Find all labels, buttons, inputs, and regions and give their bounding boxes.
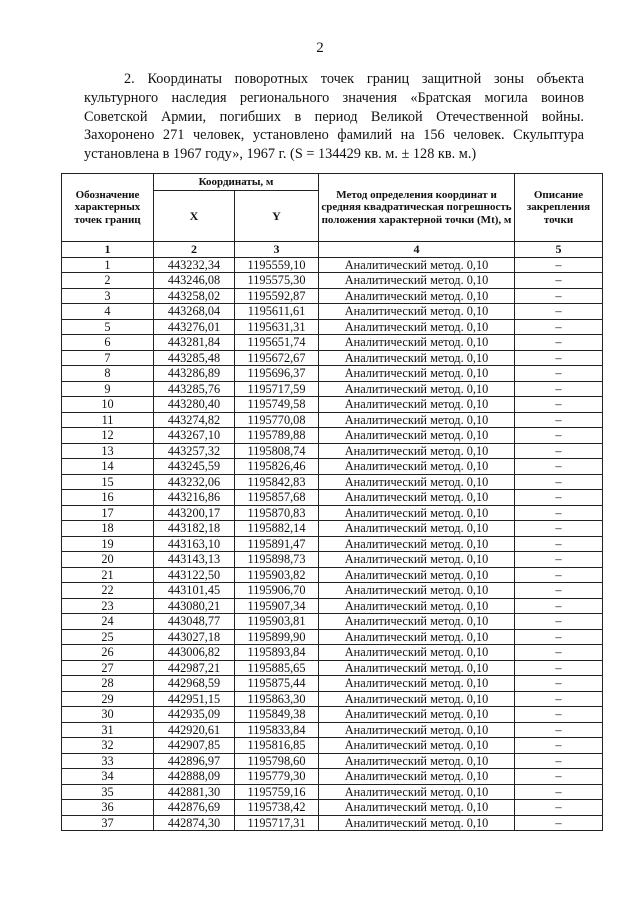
table-row — [62, 691, 603, 707]
cell-description: – — [515, 800, 603, 816]
cell-method: Аналитический метод. 0,10 — [319, 381, 515, 397]
cell-x: 443267,10 — [154, 428, 235, 444]
cell-description: – — [515, 614, 603, 630]
column-numbers-row — [62, 242, 603, 258]
cell-description: – — [515, 350, 603, 366]
table-row — [62, 459, 603, 475]
cell-point-number: 18 — [62, 521, 154, 537]
cell-method: Аналитический метод. 0,10 — [319, 707, 515, 723]
cell-y: 1195696,37 — [235, 366, 319, 382]
cell-description: – — [515, 366, 603, 382]
cell-description: – — [515, 381, 603, 397]
cell-x: 443163,10 — [154, 536, 235, 552]
cell-point-number: 7 — [62, 350, 154, 366]
cell-description: – — [515, 552, 603, 568]
cell-point-number: 25 — [62, 629, 154, 645]
column-number: 1 — [62, 242, 154, 258]
table-row — [62, 567, 603, 583]
cell-method: Аналитический метод. 0,10 — [319, 288, 515, 304]
cell-x: 443258,02 — [154, 288, 235, 304]
cell-x: 443257,32 — [154, 443, 235, 459]
cell-description: – — [515, 273, 603, 289]
cell-method: Аналитический метод. 0,10 — [319, 505, 515, 521]
cell-point-number: 19 — [62, 536, 154, 552]
table-row — [62, 412, 603, 428]
column-number: 3 — [235, 242, 319, 258]
cell-description: – — [515, 660, 603, 676]
cell-point-number: 5 — [62, 319, 154, 335]
table-row — [62, 676, 603, 692]
cell-y: 1195849,38 — [235, 707, 319, 723]
cell-method: Аналитический метод. 0,10 — [319, 366, 515, 382]
cell-point-number: 26 — [62, 645, 154, 661]
cell-method: Аналитический метод. 0,10 — [319, 257, 515, 273]
table-row — [62, 474, 603, 490]
cell-point-number: 6 — [62, 335, 154, 351]
cell-method: Аналитический метод. 0,10 — [319, 583, 515, 599]
cell-point-number: 35 — [62, 784, 154, 800]
cell-point-number: 1 — [62, 257, 154, 273]
cell-method: Аналитический метод. 0,10 — [319, 428, 515, 444]
table-row — [62, 397, 603, 413]
cell-description: – — [515, 319, 603, 335]
cell-y: 1195885,65 — [235, 660, 319, 676]
cell-x: 443285,76 — [154, 381, 235, 397]
table-body — [62, 257, 603, 831]
column-number: 2 — [154, 242, 235, 258]
cell-y: 1195611,61 — [235, 304, 319, 320]
header-coordinates: Координаты, м — [154, 174, 319, 191]
cell-description: – — [515, 397, 603, 413]
cell-point-number: 31 — [62, 722, 154, 738]
cell-description: – — [515, 598, 603, 614]
cell-x: 443182,18 — [154, 521, 235, 537]
cell-point-number: 3 — [62, 288, 154, 304]
cell-point-number: 27 — [62, 660, 154, 676]
table-row — [62, 660, 603, 676]
cell-y: 1195717,31 — [235, 815, 319, 831]
cell-y: 1195891,47 — [235, 536, 319, 552]
cell-point-number: 4 — [62, 304, 154, 320]
cell-method: Аналитический метод. 0,10 — [319, 598, 515, 614]
cell-x: 442874,30 — [154, 815, 235, 831]
cell-y: 1195808,74 — [235, 443, 319, 459]
cell-description: – — [515, 567, 603, 583]
cell-y: 1195651,74 — [235, 335, 319, 351]
cell-point-number: 8 — [62, 366, 154, 382]
cell-y: 1195631,31 — [235, 319, 319, 335]
cell-x: 443268,04 — [154, 304, 235, 320]
cell-point-number: 13 — [62, 443, 154, 459]
table-row — [62, 598, 603, 614]
table-row — [62, 366, 603, 382]
cell-description: – — [515, 490, 603, 506]
header-x: X — [154, 191, 235, 242]
table-row — [62, 815, 603, 831]
coordinates-table — [61, 173, 603, 831]
cell-point-number: 24 — [62, 614, 154, 630]
cell-x: 442907,85 — [154, 738, 235, 754]
table-row — [62, 552, 603, 568]
cell-point-number: 36 — [62, 800, 154, 816]
cell-point-number: 9 — [62, 381, 154, 397]
cell-description: – — [515, 304, 603, 320]
table-row — [62, 288, 603, 304]
cell-y: 1195672,67 — [235, 350, 319, 366]
cell-method: Аналитический метод. 0,10 — [319, 397, 515, 413]
cell-y: 1195789,88 — [235, 428, 319, 444]
cell-point-number: 28 — [62, 676, 154, 692]
cell-y: 1195882,14 — [235, 521, 319, 537]
cell-x: 443280,40 — [154, 397, 235, 413]
cell-method: Аналитический метод. 0,10 — [319, 459, 515, 475]
cell-point-number: 30 — [62, 707, 154, 723]
cell-method: Аналитический метод. 0,10 — [319, 335, 515, 351]
table-row — [62, 738, 603, 754]
cell-y: 1195738,42 — [235, 800, 319, 816]
table-row — [62, 536, 603, 552]
cell-method: Аналитический метод. 0,10 — [319, 552, 515, 568]
cell-point-number: 20 — [62, 552, 154, 568]
cell-y: 1195870,83 — [235, 505, 319, 521]
cell-method: Аналитический метод. 0,10 — [319, 304, 515, 320]
cell-y: 1195779,30 — [235, 769, 319, 785]
cell-y: 1195717,59 — [235, 381, 319, 397]
cell-point-number: 33 — [62, 753, 154, 769]
cell-x: 442881,30 — [154, 784, 235, 800]
cell-method: Аналитический метод. 0,10 — [319, 443, 515, 459]
table-row — [62, 490, 603, 506]
table-row — [62, 645, 603, 661]
cell-y: 1195770,08 — [235, 412, 319, 428]
cell-description: – — [515, 257, 603, 273]
cell-y: 1195907,34 — [235, 598, 319, 614]
cell-x: 443246,08 — [154, 273, 235, 289]
cell-x: 443232,06 — [154, 474, 235, 490]
cell-x: 443281,84 — [154, 335, 235, 351]
cell-description: – — [515, 583, 603, 599]
header-point: Обозначение характерных точек границ — [62, 174, 154, 242]
cell-description: – — [515, 459, 603, 475]
cell-description: – — [515, 629, 603, 645]
table-row — [62, 428, 603, 444]
cell-x: 442987,21 — [154, 660, 235, 676]
cell-point-number: 29 — [62, 691, 154, 707]
cell-method: Аналитический метод. 0,10 — [319, 474, 515, 490]
column-number: 4 — [319, 242, 515, 258]
cell-x: 443122,50 — [154, 567, 235, 583]
cell-description: – — [515, 815, 603, 831]
cell-x: 443027,18 — [154, 629, 235, 645]
cell-method: Аналитический метод. 0,10 — [319, 784, 515, 800]
section-heading — [84, 70, 584, 164]
table-row — [62, 707, 603, 723]
cell-y: 1195863,30 — [235, 691, 319, 707]
cell-point-number: 12 — [62, 428, 154, 444]
cell-y: 1195906,70 — [235, 583, 319, 599]
cell-method: Аналитический метод. 0,10 — [319, 769, 515, 785]
cell-y: 1195903,81 — [235, 614, 319, 630]
table-row — [62, 381, 603, 397]
cell-point-number: 23 — [62, 598, 154, 614]
cell-x: 442968,59 — [154, 676, 235, 692]
cell-point-number: 11 — [62, 412, 154, 428]
table-row — [62, 614, 603, 630]
table-header — [62, 174, 603, 258]
cell-y: 1195898,73 — [235, 552, 319, 568]
cell-method: Аналитический метод. 0,10 — [319, 815, 515, 831]
cell-y: 1195833,84 — [235, 722, 319, 738]
cell-description: – — [515, 738, 603, 754]
cell-y: 1195575,30 — [235, 273, 319, 289]
cell-y: 1195842,83 — [235, 474, 319, 490]
cell-y: 1195798,60 — [235, 753, 319, 769]
cell-description: – — [515, 691, 603, 707]
cell-description: – — [515, 443, 603, 459]
cell-description: – — [515, 536, 603, 552]
cell-x: 443143,13 — [154, 552, 235, 568]
cell-method: Аналитический метод. 0,10 — [319, 660, 515, 676]
cell-description: – — [515, 707, 603, 723]
cell-description: – — [515, 645, 603, 661]
cell-point-number: 32 — [62, 738, 154, 754]
section-heading-text: 2. Координаты поворотных точек границ защитной зоны объекта культурного наследия регионального значения «Братская могила воинов Советской Армии, погибших в период Великой Отечественной войны. Захоронено 271 человек, установлено фамилий на 156 человек. Скульптура установлена в 1967 году», 1967 г. (S = 134429 кв. м. ± 128 кв. м.) — [84, 71, 584, 163]
cell-y: 1195875,44 — [235, 676, 319, 692]
cell-point-number: 10 — [62, 397, 154, 413]
header-method: Метод определения координат и средняя квадратическая погрешность положения характерной точки (Mt), м — [319, 174, 515, 242]
cell-method: Аналитический метод. 0,10 — [319, 691, 515, 707]
cell-description: – — [515, 769, 603, 785]
cell-description: – — [515, 676, 603, 692]
cell-point-number: 17 — [62, 505, 154, 521]
table-row — [62, 583, 603, 599]
cell-x: 443232,34 — [154, 257, 235, 273]
table-row — [62, 273, 603, 289]
cell-method: Аналитический метод. 0,10 — [319, 567, 515, 583]
table-row — [62, 335, 603, 351]
cell-point-number: 21 — [62, 567, 154, 583]
cell-x: 442951,15 — [154, 691, 235, 707]
cell-description: – — [515, 722, 603, 738]
table-row — [62, 257, 603, 273]
cell-x: 443048,77 — [154, 614, 235, 630]
cell-x: 443216,86 — [154, 490, 235, 506]
cell-y: 1195903,82 — [235, 567, 319, 583]
cell-method: Аналитический метод. 0,10 — [319, 645, 515, 661]
table-row — [62, 800, 603, 816]
cell-method: Аналитический метод. 0,10 — [319, 614, 515, 630]
cell-description: – — [515, 784, 603, 800]
cell-method: Аналитический метод. 0,10 — [319, 800, 515, 816]
cell-point-number: 22 — [62, 583, 154, 599]
cell-x: 442935,09 — [154, 707, 235, 723]
cell-x: 442920,61 — [154, 722, 235, 738]
table-row — [62, 753, 603, 769]
cell-x: 442896,97 — [154, 753, 235, 769]
cell-x: 443286,89 — [154, 366, 235, 382]
cell-x: 443200,17 — [154, 505, 235, 521]
table-row — [62, 443, 603, 459]
cell-description: – — [515, 288, 603, 304]
cell-description: – — [515, 335, 603, 351]
cell-method: Аналитический метод. 0,10 — [319, 536, 515, 552]
cell-y: 1195592,87 — [235, 288, 319, 304]
table-row — [62, 319, 603, 335]
column-number: 5 — [515, 242, 603, 258]
cell-y: 1195857,68 — [235, 490, 319, 506]
table-row — [62, 505, 603, 521]
table-row — [62, 350, 603, 366]
table-row — [62, 784, 603, 800]
cell-point-number: 15 — [62, 474, 154, 490]
table-row — [62, 521, 603, 537]
cell-y: 1195893,84 — [235, 645, 319, 661]
cell-y: 1195826,46 — [235, 459, 319, 475]
cell-point-number: 37 — [62, 815, 154, 831]
cell-x: 443285,48 — [154, 350, 235, 366]
cell-method: Аналитический метод. 0,10 — [319, 722, 515, 738]
cell-x: 443080,21 — [154, 598, 235, 614]
cell-description: – — [515, 505, 603, 521]
header-description: Описание закрепления точки — [515, 174, 603, 242]
cell-description: – — [515, 521, 603, 537]
page-number: 2 — [316, 40, 324, 56]
cell-description: – — [515, 412, 603, 428]
cell-x: 443245,59 — [154, 459, 235, 475]
cell-x: 443006,82 — [154, 645, 235, 661]
cell-x: 443101,45 — [154, 583, 235, 599]
cell-y: 1195759,16 — [235, 784, 319, 800]
table-row — [62, 304, 603, 320]
cell-method: Аналитический метод. 0,10 — [319, 676, 515, 692]
cell-description: – — [515, 753, 603, 769]
cell-method: Аналитический метод. 0,10 — [319, 412, 515, 428]
cell-x: 443274,82 — [154, 412, 235, 428]
cell-method: Аналитический метод. 0,10 — [319, 629, 515, 645]
table-row — [62, 722, 603, 738]
cell-method: Аналитический метод. 0,10 — [319, 753, 515, 769]
cell-method: Аналитический метод. 0,10 — [319, 350, 515, 366]
cell-x: 442888,09 — [154, 769, 235, 785]
cell-method: Аналитический метод. 0,10 — [319, 738, 515, 754]
cell-method: Аналитический метод. 0,10 — [319, 319, 515, 335]
cell-point-number: 14 — [62, 459, 154, 475]
cell-y: 1195899,90 — [235, 629, 319, 645]
cell-method: Аналитический метод. 0,10 — [319, 521, 515, 537]
header-y: Y — [235, 191, 319, 242]
cell-point-number: 2 — [62, 273, 154, 289]
table-row — [62, 629, 603, 645]
cell-point-number: 16 — [62, 490, 154, 506]
cell-y: 1195749,58 — [235, 397, 319, 413]
cell-point-number: 34 — [62, 769, 154, 785]
cell-description: – — [515, 428, 603, 444]
cell-method: Аналитический метод. 0,10 — [319, 490, 515, 506]
cell-y: 1195816,85 — [235, 738, 319, 754]
cell-x: 443276,01 — [154, 319, 235, 335]
cell-method: Аналитический метод. 0,10 — [319, 273, 515, 289]
table-row — [62, 769, 603, 785]
cell-y: 1195559,10 — [235, 257, 319, 273]
cell-description: – — [515, 474, 603, 490]
cell-x: 442876,69 — [154, 800, 235, 816]
